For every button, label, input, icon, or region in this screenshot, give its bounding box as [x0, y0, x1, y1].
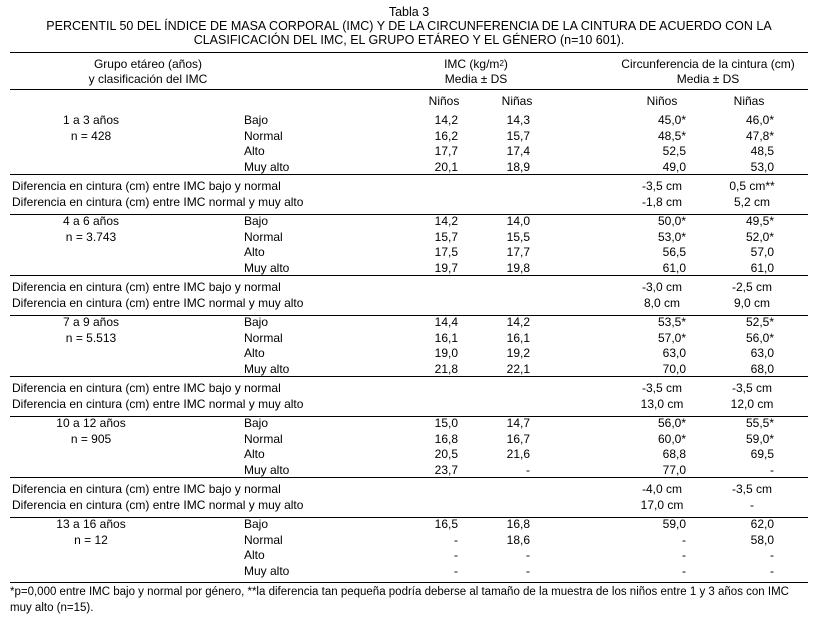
imc-ninas-value: 22,1 [506, 361, 530, 376]
diff-ninos-value: 13,0 cm [640, 397, 684, 411]
imc-ninos-value: 16,5 [434, 517, 458, 531]
cintura-ninas-value: - [770, 563, 774, 578]
imc-ninas-value: 17,7 [506, 245, 530, 259]
imc-ninos-value: - [454, 548, 458, 562]
cintura-ninas-value: 59,0* [745, 431, 774, 446]
bmi-class-label: Bajo [244, 214, 269, 228]
cintura-ninos-value: - [682, 532, 686, 547]
diff-label: Diferencia en cintura (cm) entre IMC normal y muy alto [12, 397, 304, 411]
cintura-ninas-value: 62,0 [750, 517, 774, 531]
cintura-ninos-value: 59,0 [662, 517, 686, 531]
group-n-label: n = 905 [70, 431, 112, 446]
subheader-cin-ninos: Niños [646, 94, 678, 108]
group-separator [10, 174, 808, 175]
cintura-ninas-value: 52,5* [745, 315, 774, 329]
header-group-line1: Grupo etáreo (años) [93, 57, 203, 71]
subheader-cin-ninas: Niñas [733, 94, 765, 108]
imc-ninas-value: 14,0 [506, 214, 530, 228]
diff-ninas-value: 12,0 cm [730, 397, 774, 411]
cintura-ninas-value: 57,0 [750, 245, 774, 259]
diff-ninos-value: 8,0 cm [643, 296, 681, 310]
cintura-ninas-value: - [770, 548, 774, 562]
imc-ninos-value: 15,0 [434, 416, 458, 430]
cintura-ninos-value: 77,0 [662, 462, 686, 477]
group-age-label: 10 a 12 años [56, 416, 126, 430]
imc-ninas-value: 14,7 [506, 416, 530, 430]
imc-ninas-value: - [526, 462, 530, 477]
title-label: Tabla 3 [388, 5, 430, 19]
cintura-ninos-value: 57,0* [657, 330, 686, 345]
cintura-ninos-value: - [682, 563, 686, 578]
imc-ninas-value: 14,2 [506, 315, 530, 329]
imc-ninos-value: 21,8 [434, 361, 458, 376]
cintura-ninas-value: 48,5 [750, 144, 774, 158]
imc-ninos-value: 14,2 [434, 214, 458, 228]
cintura-ninos-value: 53,5* [657, 315, 686, 329]
bmi-class-label: Muy alto [244, 361, 290, 376]
bmi-class-label: Alto [244, 548, 265, 562]
diff-ninos-value: -3,5 cm [641, 381, 683, 395]
diff-label: Diferencia en cintura (cm) entre IMC bajo y normal [12, 381, 281, 395]
diff-ninas-value: -2,5 cm [731, 280, 773, 294]
imc-ninos-value: 17,5 [434, 245, 458, 259]
cintura-ninas-value: - [770, 462, 774, 477]
cintura-ninos-value: 56,0* [657, 416, 686, 430]
bmi-class-label: Muy alto [244, 462, 290, 477]
diff-ninos-value: 17,0 cm [640, 498, 684, 512]
imc-ninas-value: 16,7 [506, 431, 530, 446]
diff-ninas-value: - [750, 498, 754, 512]
bmi-class-label: Alto [244, 245, 265, 259]
bmi-class-label: Normal [244, 330, 283, 345]
top-rule [10, 52, 808, 53]
group-age-label: 7 a 9 años [62, 315, 120, 329]
group-separator [10, 275, 808, 276]
diff-ninos-value: -3,5 cm [641, 179, 683, 193]
cintura-ninos-value: 52,5 [662, 144, 686, 158]
imc-ninas-value: 16,1 [506, 330, 530, 345]
cintura-ninas-value: 46,0* [745, 113, 774, 127]
cintura-ninos-value: 53,0* [657, 229, 686, 244]
bmi-class-label: Muy alto [244, 563, 290, 578]
group-age-label: 13 a 16 años [56, 517, 126, 531]
imc-ninas-value: 17,4 [506, 144, 530, 158]
bmi-class-label: Bajo [244, 416, 269, 430]
imc-ninas-value: 19,2 [506, 346, 530, 360]
group-n-label: n = 12 [74, 532, 108, 547]
diff-ninas-value: 0,5 cm** [729, 179, 775, 193]
imc-ninas-value: 14,3 [506, 113, 530, 127]
imc-ninas-value: - [526, 563, 530, 578]
diff-ninos-value: -3,0 cm [641, 280, 683, 294]
imc-ninas-value: - [526, 548, 530, 562]
cintura-ninos-value: 61,0 [662, 260, 686, 275]
diff-label: Diferencia en cintura (cm) entre IMC normal y muy alto [12, 195, 304, 209]
group-separator [10, 477, 808, 478]
bmi-class-label: Alto [244, 346, 265, 360]
title-line-2: CLASIFICACIÓN DEL IMC, EL GRUPO ETÁREO Y EL GÉNERO (n=10 601). [193, 33, 625, 47]
cintura-ninas-value: 63,0 [750, 346, 774, 360]
cintura-ninos-value: 48,5* [657, 128, 686, 143]
header-imc-line2: Media ± DS [444, 72, 508, 86]
imc-ninas-value: 15,7 [506, 128, 530, 143]
cintura-ninas-value: 53,0 [750, 159, 774, 174]
bmi-class-label: Muy alto [244, 260, 290, 275]
cintura-ninas-value: 55,5* [745, 416, 774, 430]
header-rule [10, 89, 808, 90]
bmi-class-label: Alto [244, 447, 265, 461]
header-cintura-line2: Media ± DS [676, 72, 740, 86]
cintura-ninos-value: 45,0* [657, 113, 686, 127]
bmi-class-label: Normal [244, 128, 283, 143]
diff-label: Diferencia en cintura (cm) entre IMC bajo y normal [12, 482, 281, 496]
diff-ninas-value: 9,0 cm [733, 296, 771, 310]
diff-ninas-value: -3,5 cm [731, 482, 773, 496]
imc-ninos-value: 16,1 [434, 330, 458, 345]
header-cintura-line1: Circunferencia de la cintura (cm) [621, 57, 795, 71]
diff-ninas-value: 5,2 cm [733, 195, 771, 209]
bmi-class-label: Alto [244, 144, 265, 158]
imc-ninos-value: 19,7 [434, 260, 458, 275]
group-n-label: n = 428 [70, 128, 112, 143]
imc-ninos-value: 20,5 [434, 447, 458, 461]
bmi-class-label: Normal [244, 229, 283, 244]
diff-ninos-value: -1,8 cm [641, 195, 683, 209]
cintura-ninos-value: 70,0 [662, 361, 686, 376]
cintura-ninas-value: 49,5* [745, 214, 774, 228]
cintura-ninas-value: 56,0* [745, 330, 774, 345]
cintura-ninas-value: 47,8* [745, 128, 774, 143]
imc-ninos-value: 23,7 [434, 462, 458, 477]
cintura-ninos-value: 50,0* [657, 214, 686, 228]
cintura-ninas-value: 61,0 [750, 260, 774, 275]
cintura-ninas-value: 52,0* [745, 229, 774, 244]
bmi-class-label: Muy alto [244, 159, 290, 174]
imc-ninos-value: 15,7 [434, 229, 458, 244]
imc-ninos-value: 20,1 [434, 159, 458, 174]
bmi-class-label: Normal [244, 431, 283, 446]
cintura-ninas-value: 68,0 [750, 361, 774, 376]
imc-ninos-value: - [454, 563, 458, 578]
group-n-label: n = 3.743 [65, 229, 117, 244]
imc-ninas-value: 15,5 [506, 229, 530, 244]
imc-ninos-value: 14,4 [434, 315, 458, 329]
imc-ninos-value: 16,2 [434, 128, 458, 143]
cintura-ninos-value: 63,0 [662, 346, 686, 360]
subheader-imc-ninos: Niños [428, 94, 460, 108]
imc-ninas-value: 21,6 [506, 447, 530, 461]
diff-label: Diferencia en cintura (cm) entre IMC bajo y normal [12, 179, 281, 193]
imc-ninas-value: 16,8 [506, 517, 530, 531]
diff-label: Diferencia en cintura (cm) entre IMC bajo y normal [12, 280, 281, 294]
title-line-1: PERCENTIL 50 DEL ÍNDICE DE MASA CORPORAL (IMC) Y DE LA CIRCUNFERENCIA DE LA CINTURA DE ACUERDO CON LA [46, 19, 772, 33]
imc-ninas-value: 18,6 [506, 532, 530, 547]
cintura-ninos-value: 60,0* [657, 431, 686, 446]
imc-ninas-value: 18,9 [506, 159, 530, 174]
diff-ninos-value: -4,0 cm [641, 482, 683, 496]
diff-label: Diferencia en cintura (cm) entre IMC normal y muy alto [12, 296, 304, 310]
group-age-label: 4 a 6 años [62, 214, 120, 228]
bmi-class-label: Bajo [244, 315, 269, 329]
bottom-rule [10, 582, 808, 583]
cintura-ninos-value: - [682, 548, 686, 562]
cintura-ninos-value: 56,5 [662, 245, 686, 259]
diff-label: Diferencia en cintura (cm) entre IMC normal y muy alto [12, 498, 304, 512]
imc-ninos-value: - [454, 532, 458, 547]
cintura-ninos-value: 49,0 [662, 159, 686, 174]
group-n-label: n = 5.513 [65, 330, 117, 345]
group-age-label: 1 a 3 años [62, 113, 120, 127]
bmi-class-label: Normal [244, 532, 283, 547]
header-imc-line1: IMC $(kg/m^2)$ [444, 57, 508, 71]
group-separator [10, 376, 808, 377]
bmi-class-label: Bajo [244, 113, 269, 127]
imc-ninos-value: 16,8 [434, 431, 458, 446]
imc-ninos-value: 17,7 [434, 144, 458, 158]
cintura-ninas-value: 58,0 [750, 532, 774, 547]
imc-ninos-value: 14,2 [434, 113, 458, 127]
imc-ninos-value: 19,0 [434, 346, 458, 360]
footnote: *p=0,000 entre IMC bajo y normal por género, **la diferencia tan pequeña podría deberse al tamaño de la muestra de los niños entre 1 y 3 años con IMC muy alto (n=15). [10, 586, 789, 614]
cintura-ninos-value: 68,8 [662, 447, 686, 461]
subheader-imc-ninas: Niñas [501, 94, 533, 108]
diff-ninas-value: -3,5 cm [731, 381, 773, 395]
imc-ninas-value: 19,8 [506, 260, 530, 275]
cintura-ninas-value: 69,5 [750, 447, 774, 461]
header-group-line2: y clasificación del IMC [88, 72, 208, 86]
bmi-class-label: Bajo [244, 517, 269, 531]
